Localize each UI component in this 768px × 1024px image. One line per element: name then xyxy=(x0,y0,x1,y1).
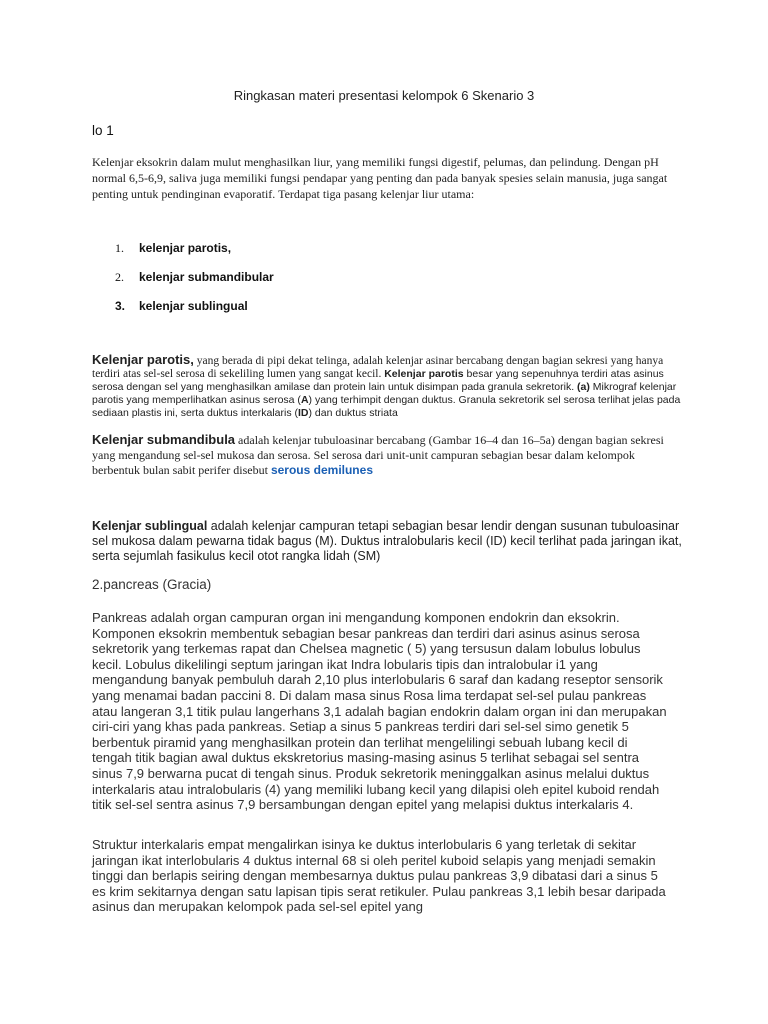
intro-paragraph: Kelenjar eksokrin dalam mulut menghasilkan liur, yang memiliki fungsi digestif, pelumas, dan pelindung. Dengan pH normal 6,5-6,9, saliva juga memiliki fungsi pendapar yang penting dan pada banyak spesies selain manusia, juga sangat penting untuk pendinginan evaporatif. Terdapat tiga pasang kelenjar liur utama: xyxy=(92,155,668,201)
parotis-heading: Kelenjar parotis, xyxy=(92,352,194,367)
list-number: 1. xyxy=(115,241,124,255)
sublingual-text: adalah kelenjar campuran tetapi sebagian besar lendir dengan susunan tubuloasinar sel mukosa dalam pewarna tidak bagus (M). Duktus intralobularis kecil (ID) kecil terlihat pada jaringan ikat, serta sejumlah fasikulus kecil otot rangka lidah (SM) xyxy=(92,519,682,563)
list-item xyxy=(115,241,231,256)
serous-demilunes-link[interactable]: serous demilunes xyxy=(270,463,373,477)
sublingual-heading: Kelenjar sublingual xyxy=(92,519,208,533)
pancreas-paragraph-2: Struktur interkalaris empat mengalirkan isinya ke duktus interlobularis 6 yang terletak di sekitar jaringan ikat interlobularis 4 duktus internal 68 si oleh peritel kuboid selapis yang menjadi semakin tinggi dan berlapis seiring dengan membesarnya duktus pulau pankreas 3,9 dibatasi dari a sinus 5 es krim sekitarnya dengan satu lapisan tipis serat retikuler. Pulau pankreas 3,1 lebih besar daripada asinus dan merupakan kelompok pada sel-sel epitel yang xyxy=(92,837,666,915)
parotis-bold-2: (a) xyxy=(577,381,590,393)
section-heading-pancreas: 2.pancreas (Gracia) xyxy=(92,577,212,592)
submandibula-heading: Kelenjar submandibula xyxy=(92,432,236,447)
submandibula-text: adalah kelenjar tubuloasinar bercabang (Gambar 16–4 dan 16–5a) dengan bagian sekresi yang mengandung sel-sel mukosa dan serosa. Sel serosa dari unit-unit campuran sebagian besar dalam kelompok berbentuk bulan sabit perifer disebut xyxy=(92,433,664,477)
pancreas-paragraph-1: Pankreas adalah organ campuran organ ini mengandung komponen endokrin dan eksokrin. Komponen eksokrin membentuk sebagian besar pankreas dan terdiri dari asinus asinus serosa sekretorik yang terkemas rapat dan Chelsea magnetic ( 5) yang tersusun dalam lobulus lobulus kecil. Lobulus dikelilingi septum jaringan ikat Indra lobularis tipis dan intralobular i1 yang mengandung banyak pembuluh darah 2,10 plus interlobularis 6 saraf dan kadang reseptor sensorik yang menamai badan paccini 8. Di dalam masa sinus Rosa lima terdapat sel-sel pulau pankreas atau langeran 3,1 titik pulau langerhans 3,1 adalah bagian endokrin dalam organ ini dan merupakan ciri-ciri yang khas pada pankreas. Setiap a sinus 5 pankreas terdiri dari sel-sel simo genetik 5 berbentuk piramid yang menghasilkan protein dan terlihat mengelilingi sebuah lubang kecil di tengah titik bagian awal duktus ekskretorius masing-masing asinus 5 terlihat sebagai sel sentra sinus 7,9 berwarna pucat di tengah sinus. Produk sekretorik meninggalkan asinus melalui duktus interkalaris atau intralobularis (4) yang memiliki lubang kecil yang dilapisi oleh epitel kuboid rendah titik sel-sel sentra asinus 7,9 bersambungan dengan epitel yang melapisi duktus interkalaris 4. xyxy=(92,610,667,813)
list-label: kelenjar sublingual xyxy=(139,299,248,313)
parotis-text-2: besar yang sepenuhnya terdiri atas asinus serosa dengan sel yang menghasilkan amilase dan protein lain untuk disimpan pada granula sekretorik. xyxy=(92,368,664,393)
list-number: 2. xyxy=(115,270,124,284)
parotis-paragraph xyxy=(92,353,682,420)
parotis-bold-1: Kelenjar parotis xyxy=(384,368,464,380)
list-item xyxy=(115,270,274,285)
list-label: kelenjar parotis, xyxy=(139,241,232,255)
list-label: kelenjar submandibular xyxy=(139,270,274,284)
parotis-text-5: ) dan duktus striata xyxy=(308,407,398,419)
sublingual-paragraph xyxy=(92,519,682,564)
parotis-bold-3: A xyxy=(300,394,309,406)
lo-label: lo 1 xyxy=(92,123,114,138)
list-item xyxy=(115,299,248,313)
parotis-text-4: ) yang terhimpit dengan duktus. Granula sekretorik sel serosa terlihat jelas pada sediaan plastis ini, serta duktus interkalaris ( xyxy=(92,394,681,419)
submandibula-paragraph xyxy=(92,432,682,478)
parotis-text-1: yang berada di pipi dekat telinga, adalah kelenjar asinar bercabang dengan bagian sekresi yang hanya terdiri atas sel-sel serosa di sekeliling lumen yang sangat kecil. xyxy=(92,355,664,380)
parotis-bold-4: ID xyxy=(298,407,309,419)
page-title: Ringkasan materi presentasi kelompok 6 Skenario 3 xyxy=(233,88,535,103)
parotis-text-3: Mikrograf kelenjar parotis yang memperlihatkan asinus serosa ( xyxy=(92,381,677,406)
list-number: 3. xyxy=(115,299,126,313)
